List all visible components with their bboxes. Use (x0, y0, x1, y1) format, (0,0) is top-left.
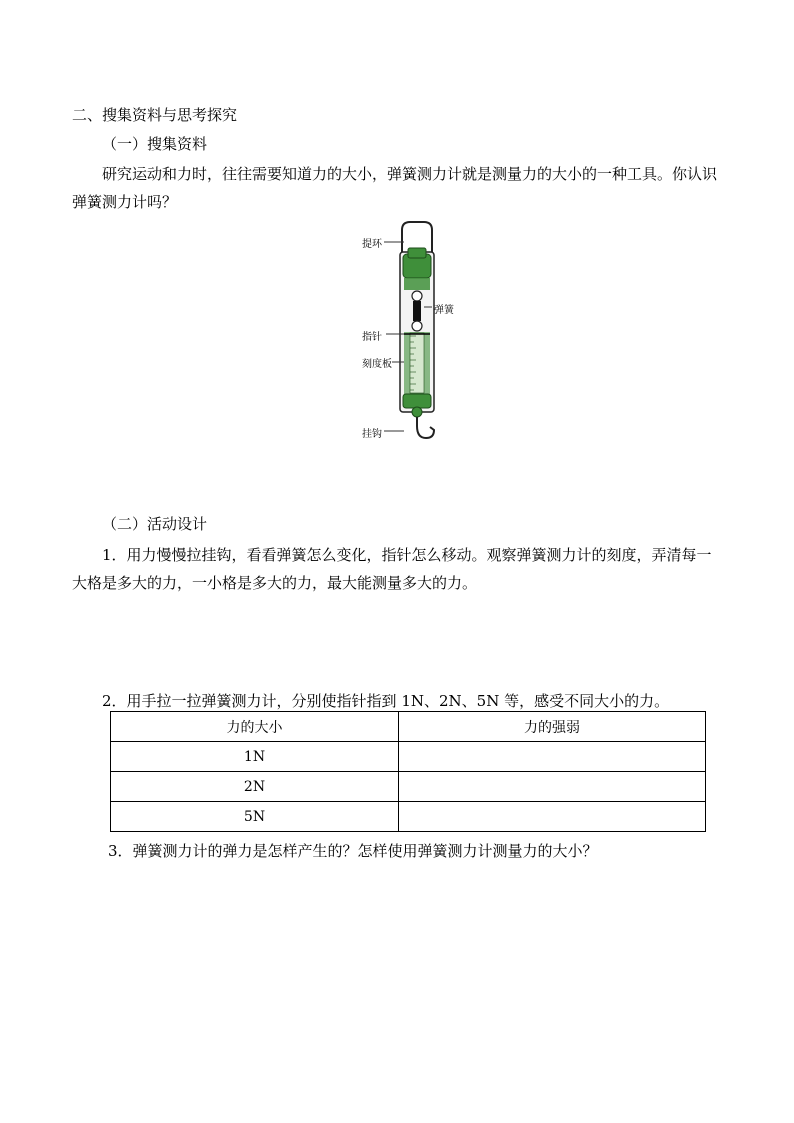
activity-item-1: 1．用力慢慢拉挂钩，看看弹簧怎么变化，指针怎么移动。观察弹簧测力计的刻度，弄清每一大格是多大的力，一小格是多大的力，最大能测量多大的力。 (72, 546, 712, 592)
intro-paragraph: 研究运动和力时，往往需要知道力的大小，弹簧测力计就是测量力的大小的一种工具。你认识弹簧测力计吗？ (72, 165, 718, 211)
subsection-activity-title: （二）活动设计 (102, 515, 208, 533)
label-spring: 弹簧 (434, 305, 454, 316)
column-header-magnitude: 力的大小 (111, 712, 399, 742)
table-row (111, 742, 706, 772)
force-table (110, 711, 706, 832)
table-header-row (111, 712, 706, 742)
label-pointer: 指针 (362, 332, 382, 343)
label-hook: 挂钩 (362, 429, 382, 440)
cell-strength-input[interactable] (399, 772, 706, 802)
activity-item-3: 3．弹簧测力计的弹力是怎样产生的？怎样使用弹簧测力计测量力的大小？ (108, 842, 598, 860)
cell-magnitude: 1N (111, 742, 399, 772)
subsection-collect-title: （一）搜集资料 (102, 135, 208, 153)
cell-magnitude: 2N (111, 772, 399, 802)
cell-strength-input[interactable] (399, 802, 706, 832)
spring-scale-figure (360, 212, 480, 448)
label-scale-plate: 刻度板 (362, 359, 392, 370)
activity-item-2: 2．用手拉一拉弹簧测力计，分别使指针指到 1N、2N、5N 等，感受不同大小的力。 (102, 692, 670, 710)
table-row (111, 802, 706, 832)
section-heading: 二、搜集资料与思考探究 (72, 106, 238, 124)
cell-strength-input[interactable] (399, 742, 706, 772)
table-row (111, 772, 706, 802)
column-header-strength: 力的强弱 (399, 712, 706, 742)
label-ring: 提环 (362, 239, 382, 250)
cell-magnitude: 5N (111, 802, 399, 832)
